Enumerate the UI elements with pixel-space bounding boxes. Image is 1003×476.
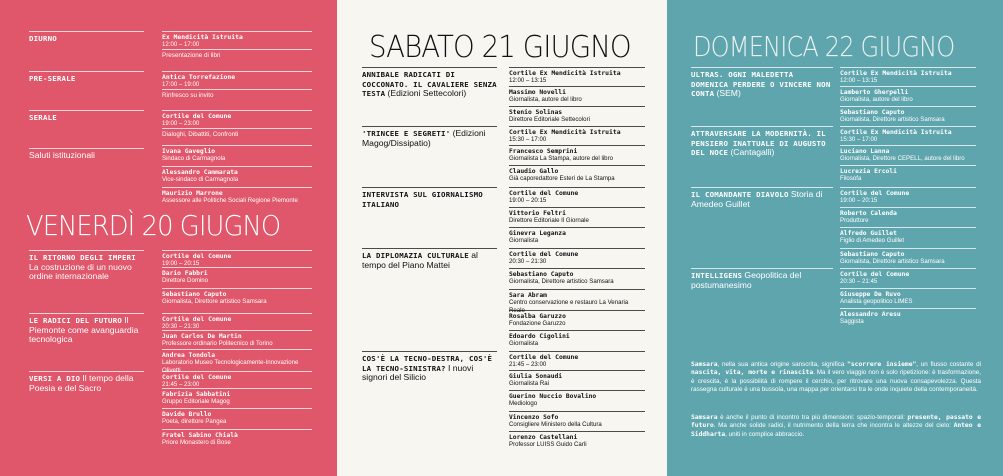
schedule-note: Rinfresco su invito — [162, 92, 214, 99]
speaker-name: Andrea Tondola — [162, 352, 216, 359]
speaker-name: Alessandro Cammarata — [162, 169, 238, 176]
divider — [509, 411, 645, 412]
speaker-name: Luciano Lanna — [840, 148, 890, 155]
speaker — [509, 230, 645, 245]
event-topic: INTELLIGENS — [691, 271, 743, 280]
divider — [162, 349, 312, 350]
event-slot — [509, 354, 645, 369]
event-topic-block — [362, 190, 497, 209]
event-slot — [840, 190, 976, 205]
divider — [162, 330, 312, 331]
event-topic-block — [691, 129, 833, 158]
speaker — [162, 432, 312, 447]
speaker — [840, 109, 976, 124]
samsara-note-2: Samsara è anche il punto di incontro tra più dimensioni: spazio-temporali: presente, passato e futuro. Ma anche solide radici, il nutrimento della terra che incontra le altezze del cielo: Anteo e Siddharta, uniti in complice abbraccio. — [691, 414, 982, 438]
divider — [162, 145, 312, 146]
divider — [162, 288, 312, 289]
speaker-name: Rosalba Garuzzo — [509, 313, 566, 320]
speaker — [840, 89, 976, 104]
speaker-role: Filosofa — [840, 175, 862, 183]
event-topic: INTERVISTA SUL GIORNALISMO ITALIANO — [362, 190, 483, 209]
event-topic-block — [29, 316, 144, 345]
speaker-name: Lorenzo Castellani — [509, 434, 578, 441]
schedule-note: Dialoghi, Dibattiti, Confronti — [162, 131, 239, 138]
speaker — [162, 148, 312, 163]
speaker-name: Dario Fabbri — [162, 270, 208, 277]
speaker — [162, 411, 312, 426]
speaker-role: Consigliere Ministero della Cultura — [509, 421, 602, 429]
divider — [29, 31, 144, 32]
event-time: 21:45 – 23:00 — [509, 361, 547, 369]
event-topic-block — [29, 253, 144, 282]
event-topic: IL COMANDANTE DIAVOLO — [691, 190, 789, 199]
event-slot — [840, 271, 976, 286]
divider — [509, 390, 645, 391]
speaker — [162, 270, 312, 285]
event-venue: Cortile Ex Mendicità Istruita — [509, 128, 621, 136]
divider — [509, 207, 645, 208]
event-slot — [509, 251, 645, 266]
divider — [29, 148, 144, 149]
speaker-role: Fondazione Garuzzo — [509, 320, 566, 328]
speaker — [840, 251, 976, 266]
friday-panel — [0, 0, 337, 476]
divider — [162, 267, 312, 268]
speaker — [509, 210, 645, 225]
speaker — [509, 333, 645, 348]
schedule-time: 12:00 – 17:00 — [162, 41, 200, 49]
divider — [840, 126, 976, 127]
divider — [840, 308, 976, 309]
divider — [509, 310, 645, 311]
speaker-role: Professore ordinario Politecnico di Torino — [162, 340, 273, 348]
divider — [509, 67, 645, 68]
speaker — [840, 230, 976, 245]
event-topic-block — [29, 374, 144, 393]
event-time: 20:30 – 21:30 — [509, 258, 547, 266]
event-venue: Cortile del Comune — [162, 373, 232, 381]
event-topic: LA DIPLOMAZIA CULTURALE — [362, 251, 469, 260]
event-subtitle: (Edizioni Magog/Dissipatio) — [362, 128, 486, 148]
speaker-role: Vice-sindaco di Carmagnola — [162, 176, 239, 184]
sunday-title: DOMENICA 22 GIUGNO — [693, 30, 955, 63]
event-subtitle: al tempo del Piano Mattei — [362, 250, 478, 270]
divider — [509, 187, 645, 188]
divider — [840, 165, 976, 166]
event-subtitle: Il Piemonte come avanguardia tecnologica — [29, 315, 139, 344]
event-venue: Cortile del Comune — [162, 252, 232, 260]
divider — [840, 248, 976, 249]
speaker-name: Lamberto Gherpelli — [840, 89, 909, 96]
divider — [840, 86, 976, 87]
event-topic-block — [362, 70, 497, 99]
speaker-role: Figlio di Amedeo Guillet — [840, 237, 905, 245]
divider — [29, 110, 144, 111]
event-topic: VERSI A DIO — [29, 374, 81, 383]
speaker — [162, 190, 312, 205]
divider — [691, 126, 833, 127]
divider — [162, 429, 312, 430]
schedule-venue: Antica Torrefazione — [162, 73, 236, 81]
speaker-name: Massimo Novelli — [509, 89, 566, 96]
divider — [691, 268, 833, 269]
divider — [162, 371, 312, 372]
divider — [509, 370, 645, 371]
speaker-role: Saggista — [840, 318, 864, 326]
speaker-role: Giornalista La Stampa, autore del libro — [509, 155, 613, 163]
event-time: 19:00 – 20:15 — [840, 197, 878, 205]
divider — [509, 145, 645, 146]
divider — [362, 187, 497, 188]
speaker-name: Roberto Calenda — [840, 210, 897, 217]
event-venue: Cortile Ex Mendicità Istruita — [509, 69, 621, 77]
speaker-name: Giulia Sonaudi — [509, 373, 563, 380]
speaker-role: Centro conservazione e restauro La Venaria Reale — [509, 299, 629, 314]
speaker-name: Giuseppe De Ruvo — [840, 291, 901, 298]
divider — [29, 250, 144, 251]
friday-title: VENERDÌ 20 GIUGNO — [26, 209, 281, 242]
speaker — [509, 148, 645, 163]
speaker — [162, 291, 312, 306]
event-subtitle: Storia di Amedeo Guillet — [691, 189, 823, 209]
event-topic: ATTRAVERSARE LA MODERNITÀ. IL PENSIERO INATTUALE DI AUGUSTO DEL NOCE — [691, 129, 826, 157]
divider — [362, 351, 497, 352]
samsara-note-1: Samsara, nella sua antica origine sanscrita, significa "scorrere insieme", un flusso costante di nascita, vita, morte e rinascita. Ma il vero viaggio non è solo ripetizione: è trasformazione, è crescita, è la possibilità di rompere il cerchio, per ritrovare una nuova consapevolezza. Questa rassegna culturale è una bussola, una mappa per orientarsi tra le onde inquiete della contemporaneità. — [691, 361, 981, 394]
speaker — [509, 393, 645, 408]
event-topic-block — [362, 354, 497, 383]
schedule-label: SERALE — [29, 113, 57, 122]
speaker-name: Claudio Gallo — [509, 168, 559, 175]
divider — [509, 227, 645, 228]
event-subtitle: (Cantagalli) — [730, 147, 775, 157]
divider — [509, 106, 645, 107]
speaker-role: Poeta, direttore Pangea — [162, 418, 227, 426]
divider — [509, 248, 645, 249]
event-venue: Cortile Ex Mendicità Istruita — [840, 128, 952, 136]
divider — [840, 227, 976, 228]
schedule-time: 19:00 – 23:00 — [162, 120, 200, 128]
speaker-role: Giornalista — [509, 237, 539, 245]
event-time: 12:00 – 13:15 — [840, 77, 878, 85]
event-subtitle: I nuovi signori del Silicio — [362, 362, 474, 382]
speaker — [162, 391, 312, 406]
speaker-name: Stenio Solinas — [509, 109, 563, 116]
divider — [840, 145, 976, 146]
speaker — [162, 169, 312, 184]
divider — [162, 128, 312, 129]
divider — [509, 86, 645, 87]
divider — [509, 351, 645, 352]
speaker — [162, 333, 312, 348]
divider — [840, 67, 976, 68]
schedule-slot — [162, 34, 312, 49]
divider — [362, 126, 497, 127]
event-venue: Cortile del Comune — [509, 353, 579, 361]
event-topic-block — [362, 251, 497, 270]
speaker-name: Sebastiano Caputo — [840, 251, 905, 258]
speaker-name: Alfredo Guillet — [840, 230, 897, 237]
event-venue: Cortile del Comune — [162, 315, 232, 323]
speaker-name: Sebastiano Caputo — [840, 109, 905, 116]
divider — [509, 268, 645, 269]
speaker — [509, 168, 645, 183]
divider — [509, 165, 645, 166]
event-time: 19:00 – 20:15 — [162, 260, 200, 268]
event-venue: Cortile del Comune — [840, 189, 910, 197]
speaker-role: Gruppo Editoriale Magog — [162, 398, 230, 406]
schedule-slot — [162, 74, 312, 89]
speaker-role: Giornalista, autore del libro — [509, 96, 582, 104]
event-venue: Cortile del Comune — [509, 250, 579, 258]
speaker-role: Sindaco di Carmagnola — [162, 155, 226, 163]
divider — [162, 187, 312, 188]
schedule-note: Presentazione di libri — [162, 52, 221, 59]
schedule-slot — [162, 113, 312, 128]
divider — [162, 408, 312, 409]
event-slot — [509, 190, 645, 205]
event-slot — [509, 129, 645, 144]
divider — [29, 371, 144, 372]
event-topic: 'TRINCEE E SEGRETI' — [362, 129, 451, 138]
divider — [162, 166, 312, 167]
event-topic: ULTRAS. OGNI MALEDETTA DOMENICA PERDERE O VINCERE NON CONTA — [691, 70, 831, 98]
divider — [691, 67, 833, 68]
speaker-name: Sara Abram — [509, 292, 547, 299]
speaker — [840, 311, 976, 326]
event-venue: Cortile del Comune — [840, 270, 910, 278]
event-topic: LE RADICI DEL FUTURO — [29, 316, 122, 325]
event-slot — [840, 129, 976, 144]
event-venue: Cortile del Comune — [509, 189, 579, 197]
event-topic-block — [362, 129, 497, 148]
speaker — [840, 291, 976, 306]
speaker-role: Giornalista, Direttore CEPELL, autore del libro — [840, 155, 965, 163]
event-slot — [162, 374, 312, 389]
event-time: 12:00 – 13:15 — [509, 77, 547, 85]
speaker — [840, 148, 976, 163]
speaker-role: Giornalista, Direttore artistico Samsara — [840, 116, 945, 124]
speaker-name: Vincenzo Sofo — [509, 414, 559, 421]
speaker-name: Francesco Semprini — [509, 148, 578, 155]
speaker-name: Ginevra Leganza — [509, 230, 566, 237]
speaker-name: Juan Carlos De Martin — [162, 333, 242, 340]
speaker-role: Giornalista, Direttore artistico Samsara — [162, 298, 267, 306]
divider — [362, 248, 497, 249]
speaker-role: Giornalista, autore del libro — [840, 96, 913, 104]
saturday-title: SABATO 21 GIUGNO — [369, 30, 631, 65]
speaker — [509, 271, 645, 286]
event-topic: IL RITORNO DEGLI IMPERI — [29, 253, 136, 262]
speaker — [509, 414, 645, 429]
speaker-role: Direttore Editoriale Il Giornale — [509, 217, 589, 225]
schedule-label: PRE-SERALE — [29, 74, 76, 83]
speaker-name: Fabrizia Sabbatini — [162, 391, 231, 398]
speaker-role: Giornalista, Direttore artistico Samsara — [509, 278, 614, 286]
divider — [162, 250, 312, 251]
divider — [691, 187, 833, 188]
event-time: 15:30 – 17:00 — [509, 136, 547, 144]
divider — [840, 268, 976, 269]
event-time: 21:45 – 23:00 — [162, 381, 200, 389]
divider — [509, 431, 645, 432]
speaker-name: Sebastiano Caputo — [509, 271, 574, 278]
speaker-name: Alessandro Aresu — [840, 311, 901, 318]
event-slot — [162, 316, 312, 331]
divider — [840, 187, 976, 188]
divider — [162, 71, 312, 72]
sunday-panel — [667, 0, 1003, 476]
event-topic-block — [691, 190, 833, 209]
event-time: 20:30 – 21:45 — [840, 278, 878, 286]
divider — [29, 71, 144, 72]
event-slot — [840, 70, 976, 85]
divider — [840, 288, 976, 289]
event-topic: ANNIBALE RADICATI DI COCCONATO. IL CAVALIERE SENZA TESTA — [362, 70, 497, 98]
schedule-venue: Cortile del Comune — [162, 112, 232, 120]
divider — [162, 89, 312, 90]
speaker-role: Direttore Editoriale Settecolori — [509, 116, 590, 124]
speaker-name: Fratel Sabino Chialà — [162, 432, 238, 439]
speaker-name: Sebastiano Caputo — [162, 291, 227, 298]
event-subtitle: La costruzione di un nuovo ordine internazionale — [29, 261, 132, 281]
saturday-panel — [337, 0, 667, 476]
speaker-name: Vittorio Feltri — [509, 210, 566, 217]
event-subtitle: (Edizioni Settecolori) — [387, 88, 467, 98]
speaker-role: Direttore Domino — [162, 277, 209, 285]
event-slot — [509, 70, 645, 85]
divider — [509, 330, 645, 331]
divider — [162, 49, 312, 50]
divider — [162, 313, 312, 314]
event-subtitle: (SEM) — [716, 88, 741, 98]
speaker-name: Guerino Nuccio Bovalino — [509, 393, 597, 400]
divider — [29, 313, 144, 314]
divider — [840, 207, 976, 208]
divider — [162, 31, 312, 32]
speaker-name: Ivana Gaveglio — [162, 148, 216, 155]
event-topic-block — [691, 271, 833, 290]
speaker-role: Giornalista Rai — [509, 380, 549, 388]
speaker-role: Analista geopolitico LIMES — [840, 298, 913, 306]
event-topic-block — [691, 70, 833, 99]
event-time: 19:00 – 20:15 — [509, 197, 547, 205]
divider — [509, 126, 645, 127]
speaker-role: Giornalista — [509, 340, 539, 348]
event-venue: Cortile Ex Mendicità Istruita — [840, 69, 952, 77]
speaker-role: Giornalista, Direttore artistico Samsara — [840, 258, 945, 266]
speaker-name: Davide Brullo — [162, 411, 212, 418]
speaker — [840, 168, 976, 183]
divider — [362, 67, 497, 68]
speaker-role: Produttore — [840, 217, 869, 225]
divider — [509, 289, 645, 290]
speaker-role: Laboratorio Museo Tecnologicamente-Innovazione Olivetti — [162, 359, 299, 374]
speaker-role: Già caporedattore Esteri de La Stampa — [509, 175, 615, 183]
speaker — [509, 313, 645, 328]
event-topic: COS'È LA TECNO-DESTRA, COS'È LA TECNO-SINISTRA? — [362, 354, 493, 373]
schedule-venue: Ex Mendicità Istruita — [162, 33, 243, 41]
event-time: 15:30 – 17:00 — [840, 136, 878, 144]
speaker-name: Edoardo Cigolini — [509, 333, 570, 340]
saluti-label: Saluti istituzionali — [29, 150, 95, 160]
divider — [162, 388, 312, 389]
divider — [162, 110, 312, 111]
schedule-label: DIURNO — [29, 34, 57, 43]
speaker — [509, 109, 645, 124]
speaker — [509, 373, 645, 388]
event-time: 20:30 – 21:30 — [162, 323, 200, 331]
speaker-role: Professor LUISS Guido Carli — [509, 441, 587, 449]
schedule-time: 17:00 – 19:00 — [162, 81, 200, 89]
event-subtitle: Il tempo della Poesia e del Sacro — [29, 373, 134, 393]
event-subtitle: Geopolitica del postumanesimo — [691, 270, 802, 290]
speaker-role: Mediologo — [509, 400, 538, 408]
speaker-name: Lucrezia Ercoli — [840, 168, 897, 175]
speaker — [840, 210, 976, 225]
divider — [840, 106, 976, 107]
speaker-name: Maurizio Marrone — [162, 190, 223, 197]
event-slot — [162, 253, 312, 268]
speaker-role: Priore Monastero di Bose — [162, 439, 231, 447]
speaker-role: Assessore alle Politiche Sociali Regione Piemonte — [162, 197, 298, 205]
speaker — [509, 434, 645, 449]
speaker — [509, 89, 645, 104]
